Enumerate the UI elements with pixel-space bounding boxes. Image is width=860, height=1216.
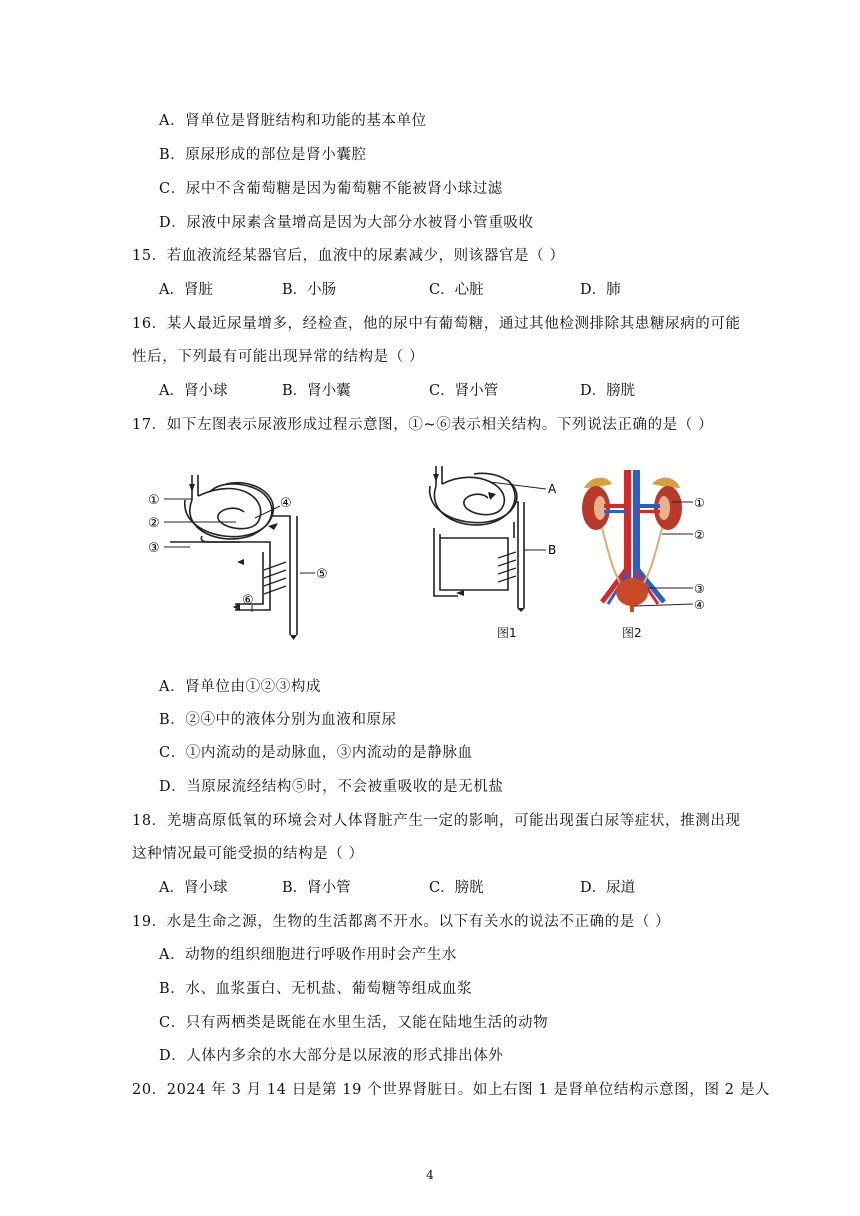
left-label-2: ② [148, 516, 160, 531]
q14-option-a: A．肾单位是肾脏结构和功能的基本单位 [159, 113, 427, 129]
q19-option-d: D．人体内多余的水大部分是以尿液的形式排出体外 [159, 1048, 504, 1064]
q16-option-a: A．肾小球 [159, 383, 228, 399]
q18-stem-line2: 这种情况最可能受损的结构是（ ） [132, 846, 364, 862]
fig1-caption: 图1 [497, 626, 517, 640]
fig2-label-4: ④ [694, 598, 705, 612]
q17-stem: 17．如下左图表示尿液形成过程示意图，①~⑥表示相关结构。下列说法正确的是（ ） [132, 417, 714, 433]
q16-option-c: C．肾小管 [429, 383, 499, 399]
urine-formation-diagram [140, 470, 340, 640]
right-label-a: A [548, 482, 557, 496]
q18-option-a: A．肾小球 [159, 880, 228, 896]
fig2-label-1: ① [694, 496, 705, 510]
urinary-system-diagram [572, 470, 712, 615]
q17-option-b: B．②④中的液体分别为血液和原尿 [159, 712, 397, 728]
q14-option-b: B．原尿形成的部位是肾小囊腔 [159, 147, 367, 163]
fig2-label-3: ③ [694, 582, 705, 596]
right-label-b: B [548, 543, 557, 557]
q19-option-a: A．动物的组织细胞进行呼吸作用时会产生水 [159, 947, 457, 963]
q16-option-d: D．膀胱 [580, 383, 636, 399]
q15-stem: 15．若血液流经某器官后，血液中的尿素减少，则该器官是（ ） [132, 248, 565, 264]
q14-option-c: C．尿中不含葡萄糖是因为葡萄糖不能被肾小球过滤 [159, 181, 503, 197]
fig2-caption: 图2 [622, 626, 642, 640]
q14-option-d: D．尿液中尿素含量增高是因为大部分水被肾小管重吸收 [159, 215, 534, 231]
left-label-4: ④ [280, 496, 292, 511]
q15-option-d: D．肺 [580, 282, 621, 298]
q20-stem: 20．2024 年 3 月 14 日是第 19 个世界肾脏日。如上右图 1 是肾单位结构示意图，图 2 是人 [132, 1082, 771, 1098]
q18-option-c: C．膀胱 [429, 880, 484, 896]
q15-option-c: C．心脏 [429, 282, 484, 298]
q16-option-b: B．肾小囊 [282, 383, 351, 399]
left-label-6: ⑥ [242, 593, 254, 608]
q17-option-d: D．当原尿流经结构⑤时，不会被重吸收的是无机盐 [159, 779, 504, 795]
left-label-1: ① [148, 493, 160, 508]
q18-option-b: B．肾小管 [282, 880, 351, 896]
q15-option-b: B．小肠 [282, 282, 337, 298]
q15-option-a: A．肾脏 [159, 282, 213, 298]
q17-option-a: A．肾单位由①②③构成 [159, 679, 322, 695]
q19-option-b: B．水、血浆蛋白、无机盐、葡萄糖等组成血浆 [159, 981, 473, 997]
nephron-diagram [428, 462, 563, 612]
page-number: 4 [426, 1168, 434, 1182]
q18-stem-line1: 18．羌塘高原低氧的环境会对人体肾脏产生一定的影响，可能出现蛋白尿等症状，推测出现 [132, 813, 741, 829]
q16-stem-line2: 性后，下列最有可能出现异常的结构是（ ） [132, 349, 425, 365]
q18-option-d: D．尿道 [580, 880, 636, 896]
q17-option-c: C．①内流动的是动脉血，③内流动的是静脉血 [159, 745, 473, 761]
left-label-5: ⑤ [316, 567, 328, 582]
fig2-label-2: ② [694, 528, 705, 542]
q19-stem: 19．水是生命之源，生物的生活都离不开水。以下有关水的说法不正确的是（ ） [132, 914, 671, 930]
left-label-3: ③ [148, 541, 160, 556]
q16-stem-line1: 16．某人最近尿量增多，经检查，他的尿中有葡萄糖，通过其他检测排除其患糖尿病的可能 [132, 316, 741, 332]
q19-option-c: C．只有两栖类是既能在水里生活，又能在陆地生活的动物 [159, 1015, 549, 1031]
